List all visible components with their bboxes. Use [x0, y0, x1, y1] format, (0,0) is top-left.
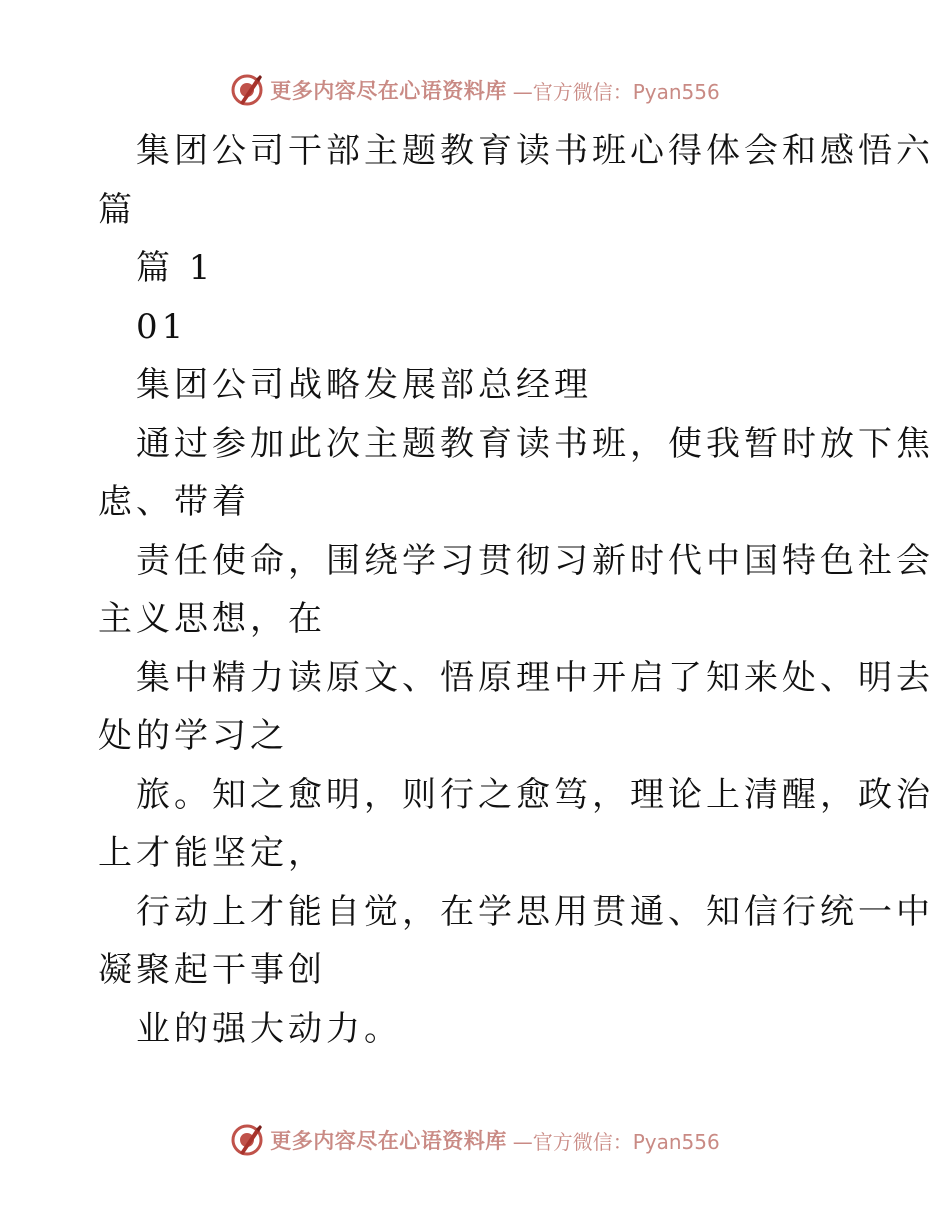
watermark-main-text: 更多内容尽在心语资料库	[270, 78, 507, 103]
paragraph-line: 集中精力读原文、悟原理中开启了知来处、明去	[136, 657, 934, 698]
paragraph-line: 旅。知之愈明，则行之愈笃，理论上清醒，政治	[136, 774, 934, 815]
paragraph-line: 业的强大动力。	[136, 1008, 402, 1049]
pen-logo-icon	[230, 73, 264, 107]
title-line-1: 集团公司干部主题教育读书班心得体会和感悟六	[136, 131, 934, 171]
paragraph-line: 通过参加此次主题教育读书班，使我暂时放下焦	[136, 423, 934, 464]
watermark-sub-text: —官方微信：Pyan556	[512, 79, 720, 104]
section-heading: 篇 1	[136, 248, 215, 288]
paragraph-line: 处的学习之	[98, 716, 288, 756]
pen-logo-icon	[230, 1123, 264, 1157]
paragraph-line: 上才能坚定，	[98, 833, 326, 873]
watermark-main-text: 更多内容尽在心语资料库	[270, 1128, 507, 1153]
paragraph-line: 责任使命，围绕学习贯彻习新时代中国特色社会	[136, 540, 934, 581]
paragraph-line: 虑、带着	[98, 482, 250, 522]
author-title: 集团公司战略发展部总经理	[136, 365, 592, 405]
document-body	[98, 122, 934, 1058]
paragraph-line: 主义思想，在	[98, 599, 326, 639]
title-line-2: 篇	[98, 189, 136, 230]
footer-watermark	[0, 1120, 950, 1160]
header-watermark	[0, 70, 950, 110]
paragraph-line: 行动上才能自觉，在学思用贯通、知信行统一中	[136, 891, 934, 932]
paragraph-line: 凝聚起干事创	[98, 950, 326, 990]
section-number: 01	[136, 306, 188, 347]
watermark-sub-text: —官方微信：Pyan556	[512, 1129, 720, 1154]
